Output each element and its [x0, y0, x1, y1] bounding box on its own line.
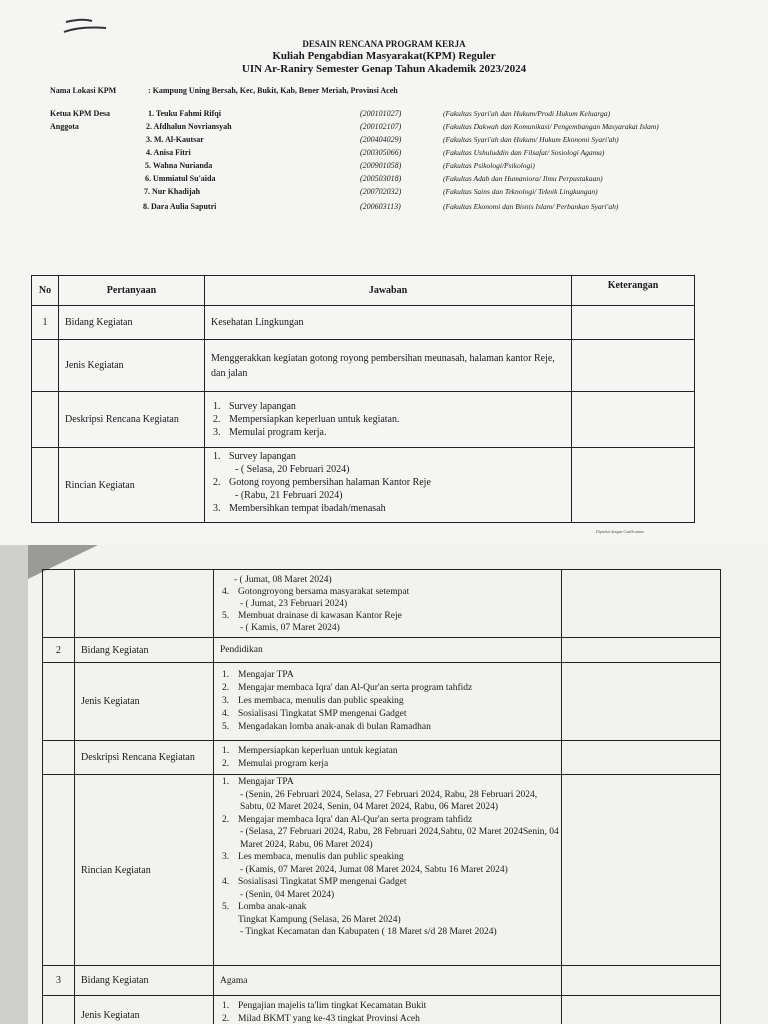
list-item-date: - (Rabu, 21 Februari 2024)	[235, 490, 343, 501]
document-subtitle: Kuliah Pengabdian Masyarakat(KPM) Reguler	[272, 50, 496, 62]
list-item: 1. Mempersiapkan keperluan untuk kegiatan	[222, 745, 398, 756]
member-faculty: (Fakultas Adab dan Humaniora/ Ilmu Perpustakaan)	[443, 174, 603, 183]
list-item: 3. Les membaca, menulis dan public speaking	[222, 852, 404, 862]
note-cell	[562, 570, 721, 638]
member-faculty: (Fakultas Syari'ah dan Hukum/Prodi Hukum Keluarga)	[443, 109, 611, 118]
list-item: 5. Lomba anak-anak	[222, 902, 307, 912]
answer-cell: Agama	[214, 966, 562, 996]
member-nim: (200702032)	[360, 187, 402, 196]
table-row	[43, 741, 721, 775]
list-item: 2. Mengajar membaca Iqra' dan Al-Qur'an serta program tahfidz	[222, 814, 473, 825]
question-cell: Deskripsi Rencana Kegiatan	[59, 392, 205, 448]
question-cell: Bidang Kegiatan	[75, 966, 214, 996]
question-cell: Jenis Kegiatan	[75, 663, 214, 741]
answer-cell	[205, 392, 572, 448]
list-item: 4. Gotongroyong bersama masyarakat setempat	[222, 586, 410, 597]
activity-list	[220, 1000, 561, 1024]
header-answer: Jawaban	[205, 276, 572, 306]
list-item-date: - ( Jumat, 23 Februari 2024)	[240, 598, 348, 609]
detail-list	[211, 450, 571, 515]
note-cell	[572, 340, 695, 392]
list-item: 5. Membuat drainase di kawasan Kantor Reje	[222, 610, 402, 621]
header-note: Keterangan	[572, 276, 695, 306]
competition-village: Tingkat Kampung (Selasa, 26 Maret 2024)	[238, 914, 401, 925]
document-title: DESAIN RENCANA PROGRAM KERJA	[302, 39, 466, 49]
location-value: : Kampung Uning Bersah, Kec, Bukit, Kab, Bener Meriah, Provinsi Aceh	[148, 86, 398, 95]
note-cell	[562, 638, 721, 663]
table-row	[32, 306, 695, 340]
table-row	[32, 448, 695, 523]
document-subtitle-2: UIN Ar-Raniry Semester Genap Tahun Akademik 2023/2024	[241, 63, 527, 75]
list-item: 2. Gotong royong pembersihan halaman Kantor Reje	[213, 477, 431, 488]
table-row	[43, 775, 721, 966]
row-number: 3	[43, 966, 75, 996]
list-item: 1. Survey lapangan	[213, 451, 296, 462]
answer-cell: Pendidikan	[214, 638, 562, 663]
row-number: 2	[43, 638, 75, 663]
member-nim: (200102107)	[360, 122, 402, 131]
table-row	[32, 392, 695, 448]
answer-cell	[214, 996, 562, 1024]
note-cell	[572, 448, 695, 523]
note-cell	[562, 663, 721, 741]
question-cell	[75, 570, 214, 638]
list-item: 1. Mengajar TPA	[222, 777, 294, 787]
table-row	[43, 966, 721, 996]
member-faculty: (Fakultas Ushuluddin dan Filsafat/ Sosiologi Agama)	[443, 148, 605, 157]
member-name: 8. Dara Aulia Saputri	[143, 202, 217, 211]
competition-district: - Tingkat Kecamatan dan Kabupaten ( 18 Maret s/d 28 Maret 2024)	[240, 927, 497, 937]
list-item: 1. Survey lapangan	[213, 401, 296, 412]
question-cell: Bidang Kegiatan	[59, 306, 205, 340]
row-number	[43, 741, 75, 775]
answer-cell	[205, 448, 572, 523]
location-label: Nama Lokasi KPM	[50, 86, 117, 95]
note-cell	[562, 741, 721, 775]
member-nim: (200101027)	[360, 109, 402, 118]
answer-cell	[214, 775, 562, 966]
list-item: 3. Membersihkan tempat ibadah/menasah	[213, 503, 386, 514]
table-row	[32, 340, 695, 392]
table-row	[43, 638, 721, 663]
list-item: 5. Mengadakan lomba anak-anak di bulan Ramadhan	[222, 722, 431, 732]
list-item: 4. Sosialisasi Tingkatat SMP mengenai Gadget	[222, 877, 407, 887]
member-nim: (200603113)	[360, 202, 401, 211]
description-list	[220, 745, 561, 771]
header-question: Pertanyaan	[59, 276, 205, 306]
list-item: 4. Sosialisasi Tingkatat SMP mengenai Gadget	[222, 709, 407, 719]
list-item: 1. Pengajian majelis ta'lim tingkat Kecamatan Bukit	[222, 1001, 427, 1011]
member-faculty: (Fakultas Ekonomi dan Bisnis Islam/ Perbankan Syari'ah)	[443, 202, 619, 211]
row-number	[32, 340, 59, 392]
table-row	[43, 996, 721, 1024]
member-name: 2. Afdhalun Novriansyah	[146, 122, 232, 131]
table-row	[43, 663, 721, 741]
list-item: 1. Mengajar TPA	[222, 670, 294, 680]
row-number	[43, 663, 75, 741]
list-item-date: - (Senin, 26 Februari 2024, Selasa, 27 Februari 2024, Rabu, 28 Februari 2024, Sabtu, 02 Maret 2024, Senin, 04 Maret 2024, Rabu, 06 Maret 2024)	[240, 789, 538, 812]
list-item: 2. Mengajar membaca Iqra' dan Al-Qur'an serta program tahfidz	[222, 683, 473, 693]
row-number	[43, 570, 75, 638]
member-name: 4. Anisa Fitri	[146, 148, 191, 157]
member-name: 7. Nur Khadijah	[144, 187, 201, 196]
list-item: 2. Mempersiapkan keperluan untuk kegiatan.	[213, 414, 400, 425]
list-item: 3. Les membaca, menulis dan public speaking	[222, 696, 404, 706]
member-name: 6. Ummiatul Su'aida	[145, 174, 216, 183]
note-cell	[572, 392, 695, 448]
document-page-2	[28, 545, 768, 1024]
question-cell: Rincian Kegiatan	[75, 775, 214, 966]
row-number	[32, 448, 59, 523]
list-item: 2. Milad BKMT yang ke-43 tingkat Provinsi Aceh	[222, 1014, 420, 1024]
work-plan-table-page1	[31, 275, 695, 523]
answer-cell	[214, 570, 562, 638]
question-cell: Deskripsi Rencana Kegiatan	[75, 741, 214, 775]
member-faculty: (Fakultas Psikologi/Psikologi)	[443, 161, 535, 170]
scanner-watermark: Dipindai dengan CamScanner	[596, 529, 644, 534]
note-cell	[562, 966, 721, 996]
member-nim: (200305066)	[360, 148, 402, 157]
members-label: Anggota	[50, 122, 79, 131]
handwritten-mark-icon	[62, 14, 110, 38]
question-cell: Jenis Kegiatan	[59, 340, 205, 392]
list-item-date: - (Senin, 04 Maret 2024)	[240, 889, 335, 900]
member-faculty: (Fakultas Sains dan Teknologi/ Teknik Lingkungan)	[443, 187, 598, 196]
activity-list	[220, 669, 561, 734]
member-nim: (200404029)	[360, 135, 402, 144]
work-plan-table-page2	[42, 569, 721, 1024]
table-header-row	[32, 276, 695, 306]
member-faculty: (Fakultas Dakwah dan Komunikasi/ Pengembangan Masyarakat Islam)	[443, 122, 659, 131]
row-number: 1	[32, 306, 59, 340]
answer-cell: Menggerakkan kegiatan gotong royong pembersihan meunasah, halaman kantor Reje, dan jalan	[205, 340, 572, 392]
question-cell: Bidang Kegiatan	[75, 638, 214, 663]
row-number	[43, 996, 75, 1024]
detail-list	[220, 586, 561, 634]
member-name: 5. Wahna Nurianda	[145, 161, 213, 170]
leader-label: Ketua KPM Desa	[50, 109, 110, 118]
question-cell: Rincian Kegiatan	[59, 448, 205, 523]
list-item: 3. Memulai program kerja.	[213, 427, 327, 438]
description-list	[211, 400, 571, 439]
question-cell: Jenis Kegiatan	[75, 996, 214, 1024]
list-item-date: - (Selasa, 27 Februari 2024, Rabu, 28 Februari 2024,Sabtu, 02 Maret 2024Senin, 04 Maret 2024, Rabu, 06 Maret 2024)	[240, 827, 559, 850]
note-cell	[572, 306, 695, 340]
list-item: 2. Memulai program kerja	[222, 758, 329, 769]
table-row	[43, 570, 721, 638]
detail-list	[220, 776, 561, 939]
list-item-date: - (Kamis, 07 Maret 2024, Jumat 08 Maret 2024, Sabtu 16 Maret 2024)	[240, 864, 508, 875]
answer-cell: Kesehatan Lingkungan	[205, 306, 572, 340]
header-no: No	[32, 276, 59, 306]
member-nim: (200503018)	[360, 174, 402, 183]
list-item-date: - ( Jumat, 08 Maret 2024)	[234, 574, 332, 585]
answer-cell	[214, 663, 562, 741]
list-item-date: - ( Kamis, 07 Maret 2024)	[240, 622, 340, 633]
member-name: 1. Teuku Fahmi Rifqi	[148, 109, 221, 118]
member-faculty: (Fakultas Syari'ah dan Hukum/ Hukum Ekonomi Syari'ah)	[443, 135, 619, 144]
member-name: 3. M. Al-Kautsar	[146, 135, 204, 144]
answer-cell	[214, 741, 562, 775]
note-cell	[562, 775, 721, 966]
member-nim: (200901058)	[360, 161, 402, 170]
list-item-date: - ( Selasa, 20 Februari 2024)	[235, 464, 350, 475]
note-cell	[562, 996, 721, 1024]
row-number	[32, 392, 59, 448]
row-number	[43, 775, 75, 966]
